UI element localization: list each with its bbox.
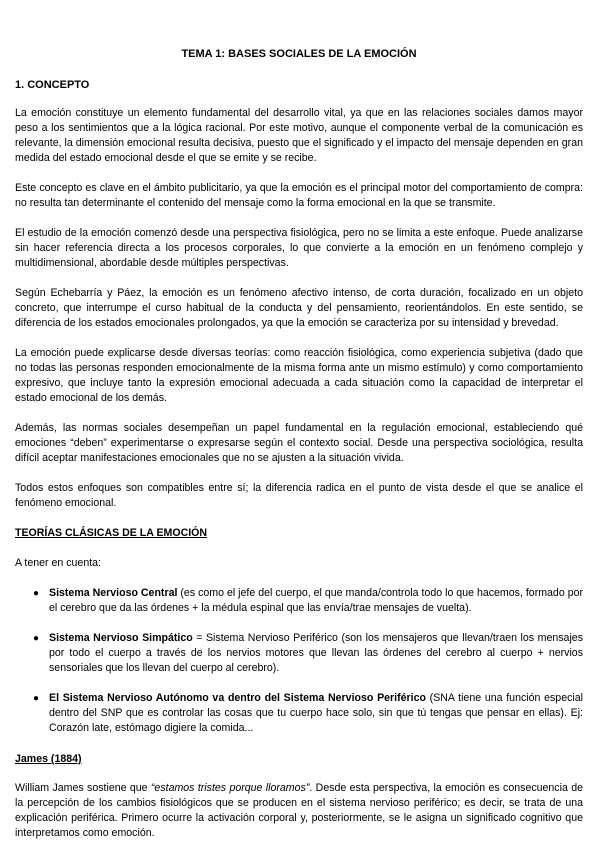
paragraph-6: Además, las normas sociales desempeñan un papel fundamental en la regulación emocional, estableciendo qué emociones “deben” experimentarse o expresarse según el contexto social. Desde una perspectiva sociológica, resulta difícil aceptar manifestaciones emocionales que no se ajusten a la situación vivida. [15, 422, 583, 464]
bullet-icon: ● [33, 588, 40, 599]
bullet-term: Sistema Nervioso Central [49, 587, 178, 599]
james-text-end: . Desde esta perspectiva, la emoción es consecuencia de la percepción de los cambios fisiológicos que se producen en el sistema nervioso periférico; es decir, se trata de una explicación periférica. Primero ocurre la activación corporal y, posteriormente, se le asigna un significado cognitivo que interpretamos como emoción. [15, 782, 583, 839]
james-paragraph [15, 781, 583, 841]
document-title: TEMA 1: BASES SOCIALES DE LA EMOCIÓN [181, 48, 417, 60]
bullet-text: (es como el jefe del cuerpo, el que manda/controla todo lo que hacemos, formado por el cerebro que da las órdenes + la médula espinal que las envía/trae mensajes de vuelta). [49, 587, 584, 614]
bullet-term: Sistema Nervioso Simpático [49, 632, 193, 644]
bullet-icon: ● [33, 633, 40, 644]
section-heading-concepto: 1. CONCEPTO [15, 79, 90, 91]
list-item [15, 691, 583, 736]
note-intro: A tener en cuenta: [15, 557, 101, 569]
james-text-start: William James sostiene que [15, 782, 151, 794]
james-quote: “estamos tristes porque lloramos” [150, 782, 310, 794]
paragraph-1: La emoción constituye un elemento fundamental del desarrollo vital, ya que en las relaciones sociales damos mayor peso a los sentimientos que a la lógica racional. Por este motivo, aunque el componente verbal de la comunicación es relevante, la dimensión emocional resulta decisiva, puesto que el significado y el impacto del mensaje dependen en gran medida del estado emocional desde el que se emite y se recibe. [15, 107, 583, 164]
bullet-text: (SNA tiene una función especial dentro del SNP que es controlar las cosas que tu cuerpo hace solo, sin que tú tengas que pensar en ellas). Ej: Corazón late, estómago digiere la comida... [49, 692, 583, 734]
document-page [15, 47, 583, 856]
section-heading-teorias: TEORÍAS CLÁSICAS DE LA EMOCIÓN [15, 527, 208, 539]
bullet-icon: ● [33, 693, 40, 704]
list-item [15, 586, 583, 616]
bullet-term: El Sistema Nervioso Autónomo va dentro del Sistema Nervioso Periférico [49, 692, 426, 704]
paragraph-5: La emoción puede explicarse desde diversas teorías: como reacción fisiológica, como experiencia subjetiva (dado que no todas las personas responden emocionalmente de la misma forma ante un mismo estímulo) y como comportamiento expresivo, que incluye tanto la expresión emocional adecuada a cada situación como la capacidad de interpretar el estado emocional de los demás. [15, 347, 583, 404]
paragraph-7: Todos estos enfoques son compatibles entre sí; la diferencia radica en el punto de vista desde el que se analice el fenómeno emocional. [15, 482, 583, 509]
paragraph-3: El estudio de la emoción comenzó desde una perspectiva fisiológica, pero no se limita a este enfoque. Puede analizarse sin hacer referencia directa a los procesos corporales, lo que convierte a la emoción en un fenómeno complejo y multidimensional, abordable desde múltiples perspectivas. [15, 227, 583, 269]
bullet-text: = Sistema Nervioso Periférico (son los mensajeros que llevan/traen los mensajes por todo el cuerpo a través de los nervios motores que llevan las órdenes del cerebro al cuerpo + nervios sensoriales que los llevan del cuerpo al cerebro). [49, 632, 583, 674]
list-item [15, 631, 583, 676]
paragraph-4: Según Echebarría y Páez, la emoción es un fenómeno afectivo intenso, de corta duración, focalizado en un objeto concreto, que interrumpe el curso habitual de la conducta y del pensamiento, reorientándolos. En este sentido, se diferencia de los estados emocionales prolongados, ya que la emoción se caracteriza por su intensidad y brevedad. [15, 287, 583, 329]
james-heading: James (1884) [15, 753, 82, 765]
paragraph-2: Este concepto es clave en el ámbito publicitario, ya que la emoción es el principal motor del comportamiento de compra: no resulta tan determinante el contenido del mensaje como la forma emocional en la que se transmite. [15, 182, 583, 209]
bullet-list [15, 586, 583, 736]
